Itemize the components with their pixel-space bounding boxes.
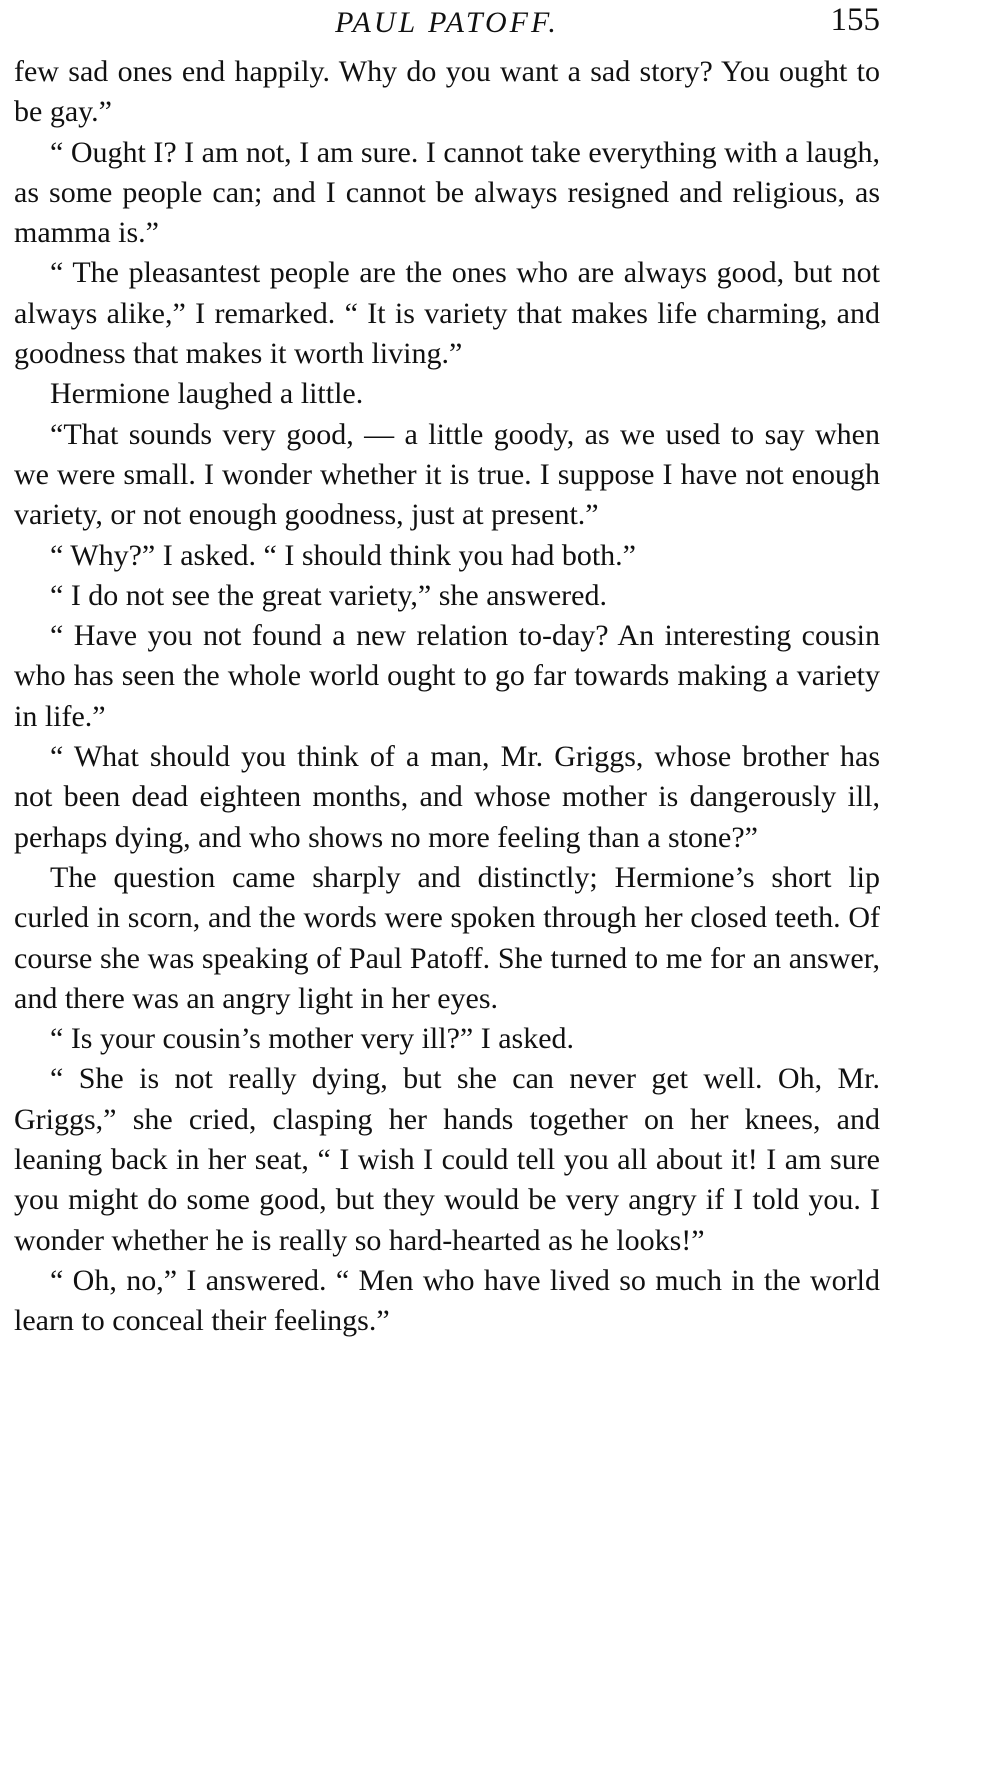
book-page	[14, 0, 880, 1770]
paragraph: “ I do not see the great variety,” she answered.	[50, 578, 607, 612]
paragraph: few sad ones end happily. Why do you want a sad story? You ought to be gay.”	[14, 55, 880, 129]
running-title: PAUL PATOFF.	[335, 6, 559, 39]
paragraph: “That sounds very good, — a little goody, as we used to say when we were small. I wonder whether it is true. I suppose I have not enough variety, or not enough goodness, just at present.”	[14, 417, 880, 532]
paragraph: Hermione laughed a little.	[50, 377, 364, 411]
paragraph: The question came sharply and distinctly; Hermione’s short lip curled in scorn, and the words were spoken through her closed teeth. Of course she was speaking of Paul Patoff. She turned to me for an answer, and there was an angry light in her eyes.	[14, 860, 880, 1015]
paragraph: “ The pleasantest people are the ones who are always good, but not always alike,” I remarked. “ It is variety that makes life charming, and goodness that makes it worth living.”	[14, 256, 880, 371]
paragraph: “ Ought I? I am not, I am sure. I cannot take everything with a laugh, as some people can; and I cannot be always resigned and religious, as mamma is.”	[14, 135, 880, 250]
paragraph: “ Is your cousin’s mother very ill?” I asked.	[50, 1022, 575, 1056]
running-header	[14, 0, 880, 52]
page-number: 155	[830, 2, 880, 38]
paragraph: “ Why?” I asked. “ I should think you had both.”	[50, 538, 636, 572]
paragraph: “ Have you not found a new relation to-day? An interesting cousin who has seen the whole world ought to go far towards making a variety in life.”	[14, 619, 880, 733]
paragraph: “ What should you think of a man, Mr. Griggs, whose brother has not been dead eighteen months, and whose mother is dangerously ill, perhaps dying, and who shows no more feeling than a stone?”	[14, 740, 880, 854]
paragraph: “ Oh, no,” I answered. “ Men who have lived so much in the world learn to conceal their feelings.”	[14, 1263, 880, 1338]
body-text	[14, 52, 880, 1342]
paragraph: “ She is not really dying, but she can never get well. Oh, Mr. Griggs,” she cried, clasping her hands together on her knees, and leaning back in her seat, “ I wish I could tell you all about it! I am sure you might do some good, but they would be very angry if I told you. I wonder whether he is really so hard-hearted as he looks!”	[14, 1062, 880, 1257]
